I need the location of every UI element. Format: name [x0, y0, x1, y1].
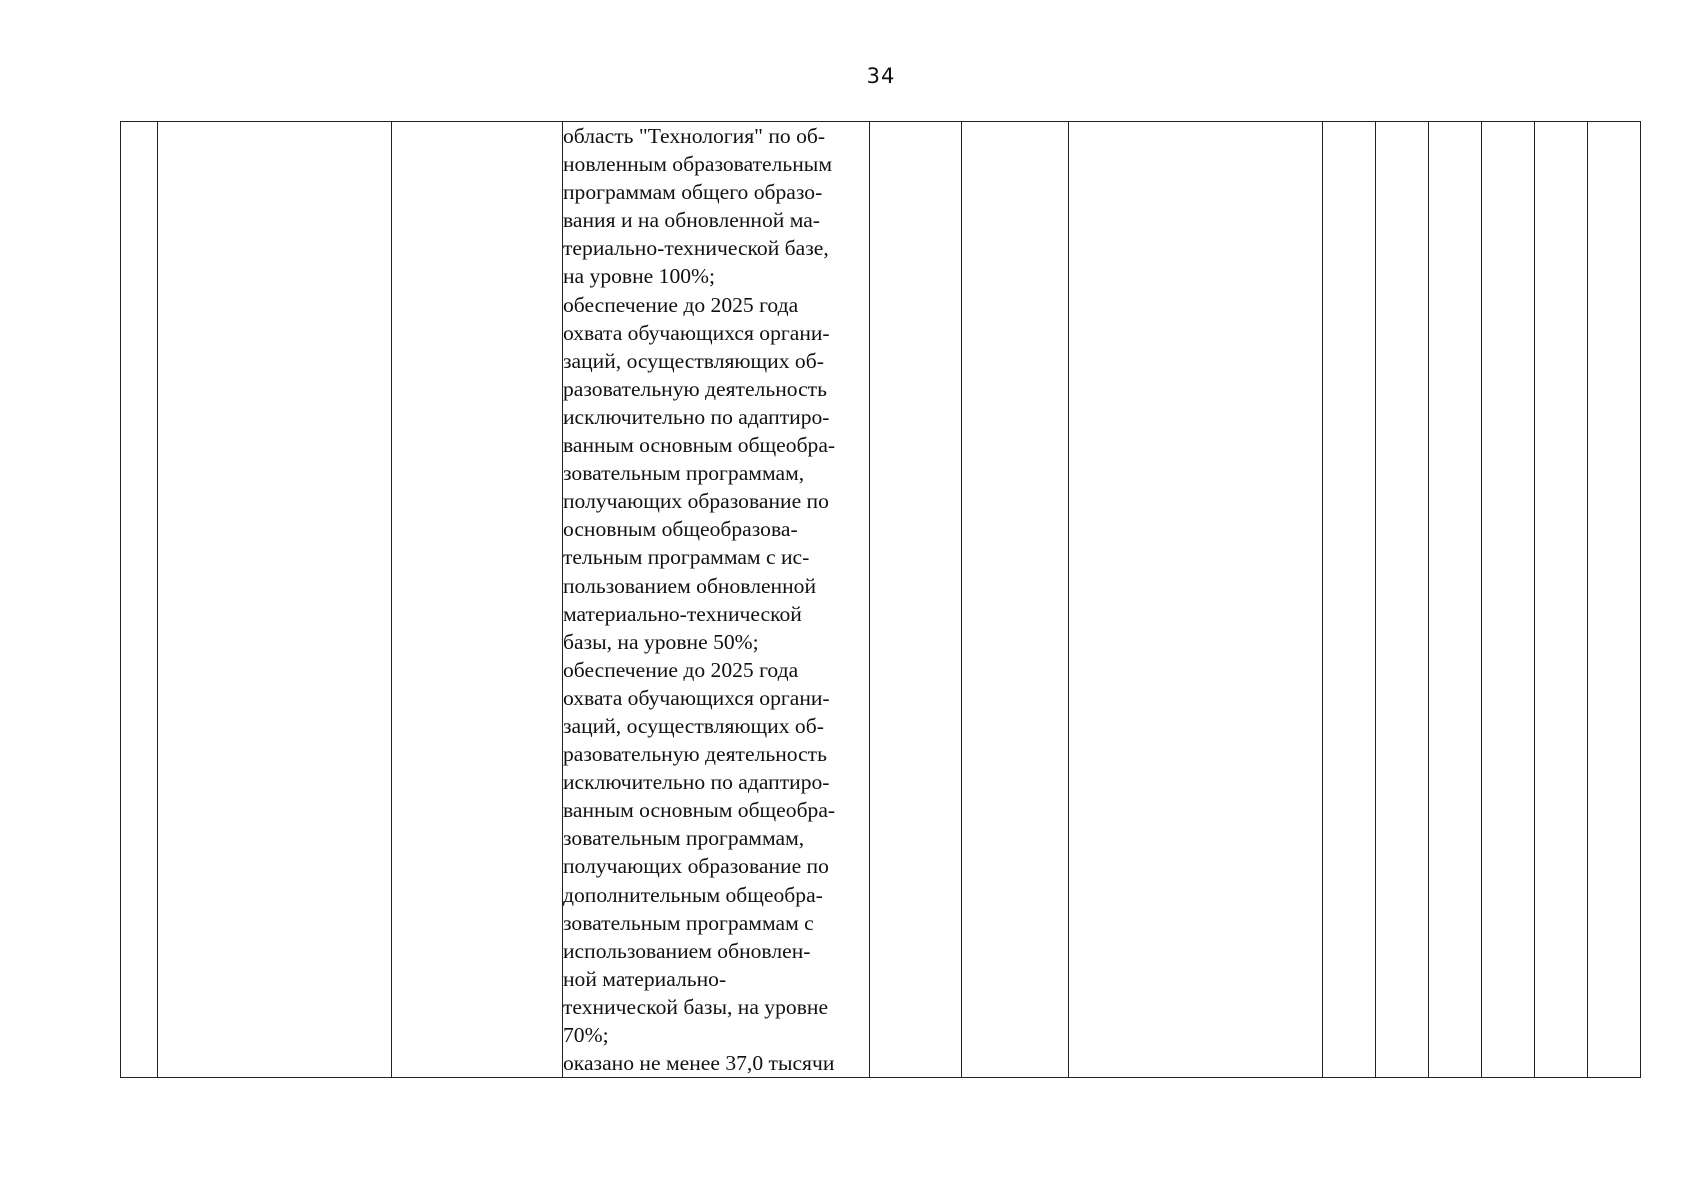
text-line: разовательную деятельность [563, 742, 827, 767]
table-cell-col-9 [1376, 122, 1429, 1078]
table-cell-col-1 [121, 122, 158, 1078]
document-table [120, 121, 1641, 1078]
text-line: ванным основным общеобра- [563, 798, 836, 823]
table-cell-col-12 [1535, 122, 1588, 1078]
text-line: заций, осуществляющих об- [563, 713, 824, 738]
table-cell-col-10 [1429, 122, 1482, 1078]
text-line: технической базы, на уровне [563, 994, 829, 1019]
table-cell-indicators-text [563, 122, 870, 1078]
table-cell-col-5 [870, 122, 962, 1078]
text-line: заций, осуществляющих об- [563, 348, 824, 373]
table-cell-col-8 [1323, 122, 1376, 1078]
table-cell-col-2 [158, 122, 392, 1078]
text-line: материально-технической [563, 601, 802, 626]
text-line: ной материально- [563, 966, 727, 991]
text-line: базы, на уровне 50%; [563, 629, 759, 654]
text-line: териально-технической базе, [563, 236, 829, 261]
table-cell-col-13 [1588, 122, 1641, 1078]
text-line: охвата обучающихся органи- [563, 320, 830, 345]
table-cell-col-3 [392, 122, 563, 1078]
text-line: пользованием обновленной [563, 573, 817, 598]
text-line: зовательным программам, [563, 461, 805, 486]
text-line: дополнительным общеобра- [563, 882, 823, 907]
text-line: программам общего образо- [563, 180, 823, 205]
text-line: исключительно по адаптиро- [563, 770, 830, 795]
text-line: зовательным программам с [563, 910, 814, 935]
text-line: обеспечение до 2025 года [563, 657, 799, 682]
text-line: тельным программам с ис- [563, 545, 810, 570]
table-cell-col-6 [962, 122, 1069, 1078]
text-line: разовательную деятельность [563, 376, 827, 401]
text-line: ванным основным общеобра- [563, 433, 836, 458]
text-line: использованием обновлен- [563, 938, 811, 963]
text-line: область "Технология" по об- [563, 124, 826, 148]
text-line: охвата обучающихся органи- [563, 685, 830, 710]
table-cell-col-7 [1069, 122, 1323, 1078]
text-line: 70%; [563, 1023, 609, 1047]
text-line: вания и на обновленной ма- [563, 208, 820, 233]
text-line: оказано не менее 37,0 тысячи [563, 1051, 835, 1076]
text-line: основным общеобразова- [563, 517, 798, 542]
table-row [121, 122, 1641, 1078]
page-number: 34 [866, 64, 896, 88]
text-line: получающих образование по [563, 489, 829, 514]
text-line: новленным образовательным [563, 152, 832, 177]
text-line: обеспечение до 2025 года [563, 292, 799, 317]
text-line: исключительно по адаптиро- [563, 404, 830, 429]
text-line: получающих образование по [563, 854, 829, 879]
text-line: зовательным программам, [563, 826, 805, 851]
text-line: на уровне 100%; [563, 264, 716, 289]
table-cell-col-11 [1482, 122, 1535, 1078]
